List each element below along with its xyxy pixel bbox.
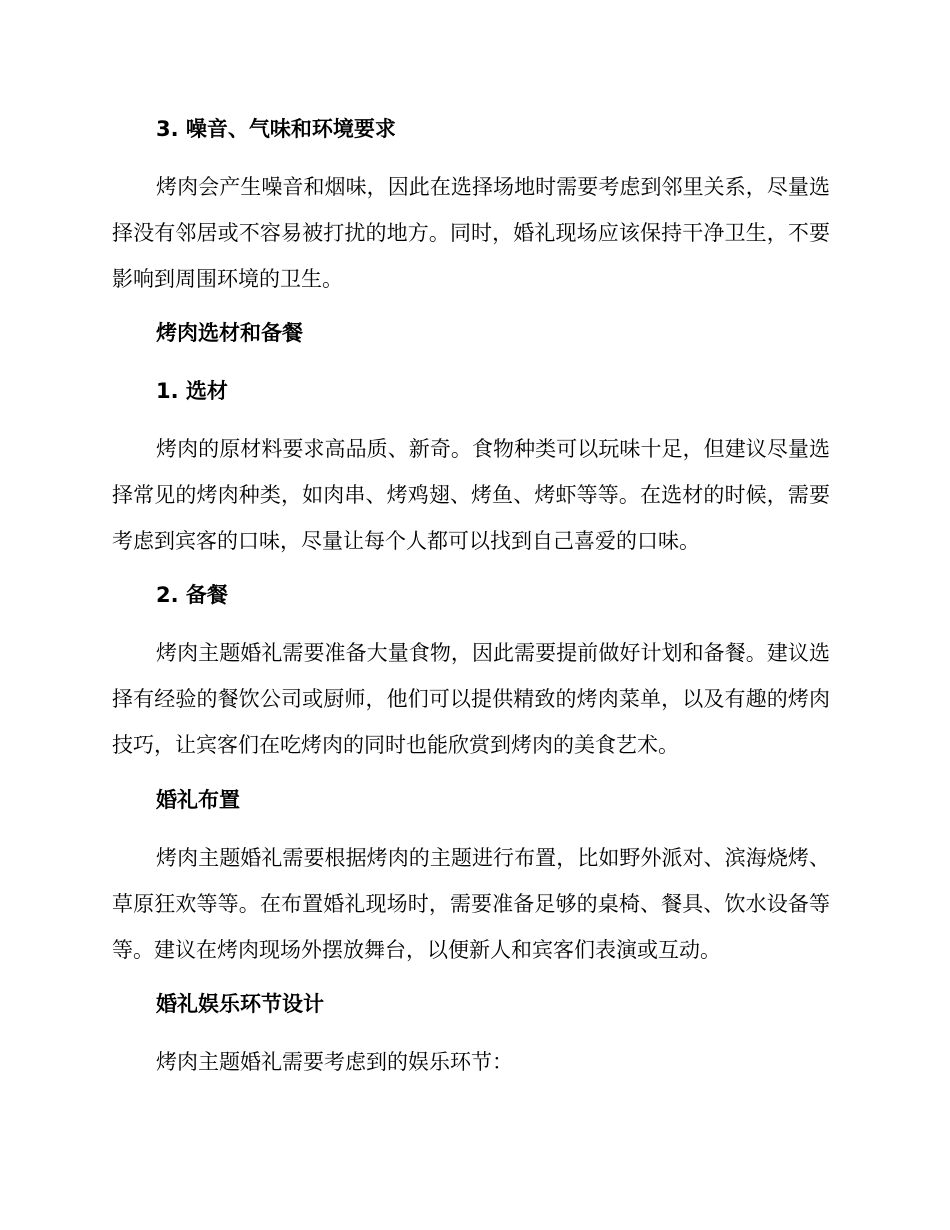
paragraph-wedding-decoration: 烤肉主题婚礼需要根据烤肉的主题进行布置，比如野外派对、滨海烧烤、草原狂欢等等。在布置婚礼现场时，需要准备足够的桌椅、餐具、饮水设备等等。建议在烤肉现场外摆放舞台，以便新人和宾客们表演或互动。 [112, 846, 830, 962]
subheading-food-prep: 2. 备餐 [156, 583, 228, 607]
paragraph-material-selection: 烤肉的原材料要求高品质、新奇。食物种类可以玩味十足，但建议尽量选择常见的烤肉种类，如肉串、烤鸡翅、烤鱼、烤虾等等。在选材的时候，需要考虑到宾客的口味，尽量让每个人都可以找到自己喜爱的口味。 [112, 437, 830, 553]
paragraph-entertainment-intro: 烤肉主题婚礼需要考虑到的娱乐环节： [156, 1050, 513, 1074]
paragraph-noise-smell: 烤肉会产生噪音和烟味，因此在选择场地时需要考虑到邻里关系，尽量选择没有邻居或不容易被打扰的地方。同时，婚礼现场应该保持干净卫生，不要影响到周围环境的卫生。 [112, 175, 830, 291]
section-heading-entertainment-design: 婚礼娱乐环节设计 [156, 992, 324, 1016]
subheading-material-selection: 1. 选材 [156, 379, 228, 403]
section-heading-noise-smell-environment: 3. 噪音、气味和环境要求 [156, 117, 396, 141]
section-heading-material-prep: 烤肉选材和备餐 [156, 321, 303, 345]
paragraph-food-prep: 烤肉主题婚礼需要准备大量食物，因此需要提前做好计划和备餐。建议选择有经验的餐饮公司或厨师，他们可以提供精致的烤肉菜单，以及有趣的烤肉技巧，让宾客们在吃烤肉的同时也能欣赏到烤肉的美食艺术。 [112, 641, 830, 757]
section-heading-wedding-decoration: 婚礼布置 [156, 788, 240, 812]
